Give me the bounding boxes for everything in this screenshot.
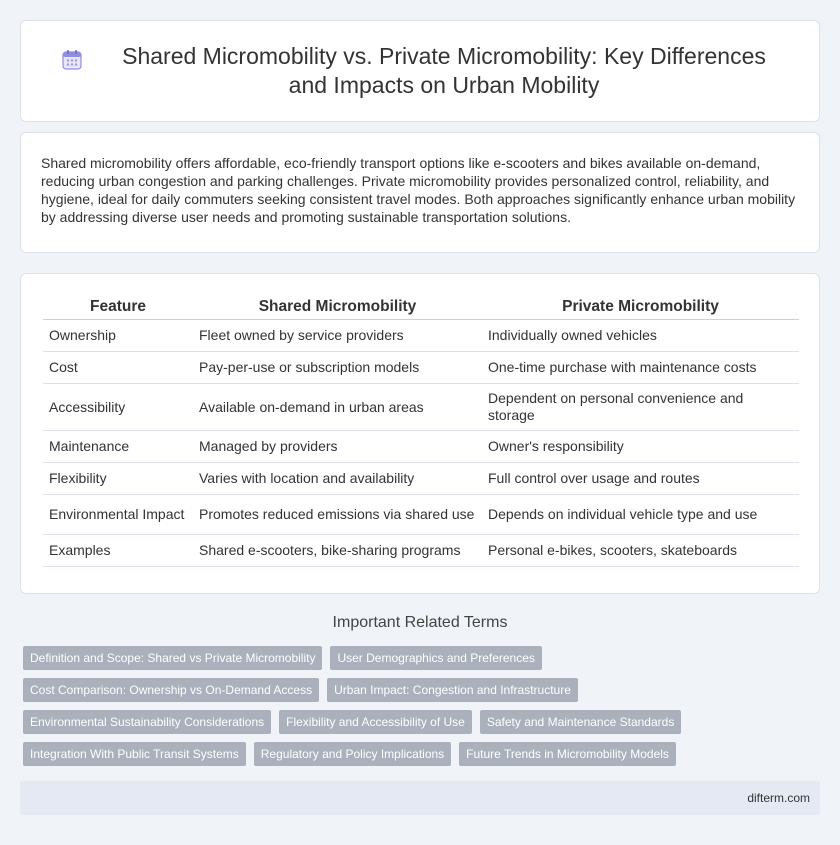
related-term-tag[interactable]: Flexibility and Accessibility of Use xyxy=(279,710,472,734)
table-row xyxy=(43,431,799,463)
table-row xyxy=(43,320,799,352)
table-cell: Environmental Impact xyxy=(43,495,193,535)
table-cell: Ownership xyxy=(43,320,193,352)
table-cell: Personal e-bikes, scooters, skateboards xyxy=(482,535,799,567)
tag-row xyxy=(23,678,823,702)
related-term-tag[interactable]: Safety and Maintenance Standards xyxy=(480,710,681,734)
table-cell: Promotes reduced emissions via shared use xyxy=(193,495,482,535)
table-cell: Varies with location and availability xyxy=(193,463,482,495)
comparison-table xyxy=(43,294,799,567)
header-shared: Shared Micromobility xyxy=(193,294,482,320)
related-term-tag[interactable]: Definition and Scope: Shared vs Private Micromobility xyxy=(23,646,322,670)
table-cell: Available on-demand in urban areas xyxy=(193,384,482,431)
table-cell: Managed by providers xyxy=(193,431,482,463)
table-row xyxy=(43,384,799,431)
table-cell: Fleet owned by service providers xyxy=(193,320,482,352)
tag-row xyxy=(23,646,823,670)
table-cell: Flexibility xyxy=(43,463,193,495)
related-term-tag[interactable]: Integration With Public Transit Systems xyxy=(23,742,246,766)
intro-text: Shared micromobility offers affordable, eco-friendly transport options like e-scooters and bikes available on-demand, reducing urban congestion and parking challenges. Private micromobility provides personalized control, reliability, and hygiene, ideal for daily commuters seeking consistent travel modes. Both approaches significantly enhance urban mobility by addressing diverse user needs and promoting sustainable transportation solutions. xyxy=(41,155,796,225)
table-header-row xyxy=(43,294,799,320)
table-row xyxy=(43,352,799,384)
related-term-tag[interactable]: Environmental Sustainability Considerations xyxy=(23,710,271,734)
footer xyxy=(20,781,820,815)
footer-site-link[interactable]: difterm.com xyxy=(747,791,810,805)
tag-row xyxy=(23,710,823,734)
related-term-tag[interactable]: Cost Comparison: Ownership vs On-Demand Access xyxy=(23,678,319,702)
table-cell: Owner's responsibility xyxy=(482,431,799,463)
related-term-tag[interactable]: User Demographics and Preferences xyxy=(330,646,541,670)
table-row xyxy=(43,535,799,567)
table-cell: Accessibility xyxy=(43,384,193,431)
header-private: Private Micromobility xyxy=(482,294,799,320)
table-row xyxy=(43,463,799,495)
related-terms-list xyxy=(23,646,823,774)
calendar-icon xyxy=(60,48,84,72)
table-cell: Maintenance xyxy=(43,431,193,463)
title-wrap xyxy=(60,42,780,100)
header-card xyxy=(20,20,820,122)
table-cell: Examples xyxy=(43,535,193,567)
header-feature: Feature xyxy=(43,294,193,320)
related-term-tag[interactable]: Future Trends in Micromobility Models xyxy=(459,742,676,766)
table-cell: One-time purchase with maintenance costs xyxy=(482,352,799,384)
related-terms-title: Important Related Terms xyxy=(332,614,508,631)
table-row xyxy=(43,495,799,535)
table-cell: Individually owned vehicles xyxy=(482,320,799,352)
page-title: Shared Micromobility vs. Private Micromobility: Key Differences and Impacts on Urban Mobility xyxy=(122,43,766,98)
related-term-tag[interactable]: Urban Impact: Congestion and Infrastructure xyxy=(327,678,578,702)
related-term-tag[interactable]: Regulatory and Policy Implications xyxy=(254,742,451,766)
table-cell: Full control over usage and routes xyxy=(482,463,799,495)
tag-row xyxy=(23,742,823,766)
table-cell: Shared e-scooters, bike-sharing programs xyxy=(193,535,482,567)
comparison-card xyxy=(20,273,820,594)
table-cell: Pay-per-use or subscription models xyxy=(193,352,482,384)
table-cell: Cost xyxy=(43,352,193,384)
table-cell: Depends on individual vehicle type and use xyxy=(482,495,799,535)
intro-card xyxy=(20,132,820,253)
table-cell: Dependent on personal convenience and storage xyxy=(482,384,799,431)
